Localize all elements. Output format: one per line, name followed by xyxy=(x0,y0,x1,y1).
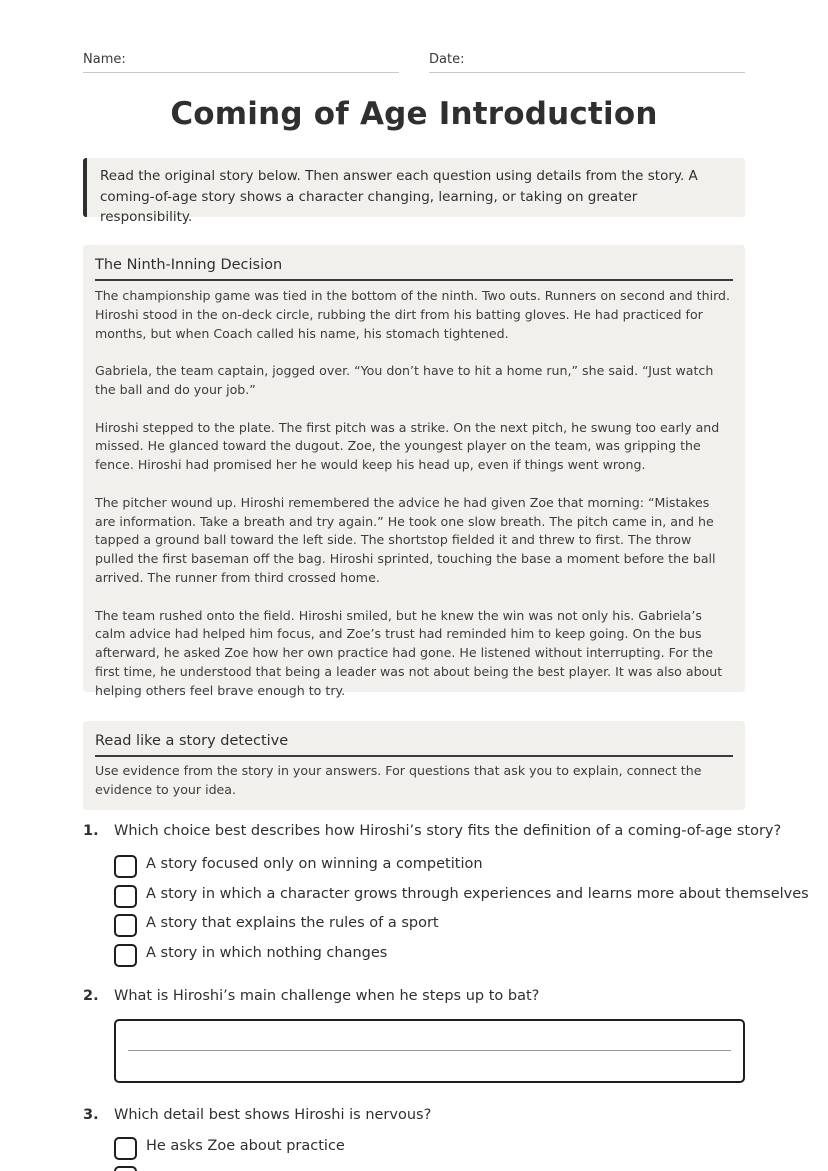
option-label: He asks Zoe about practice xyxy=(146,1138,345,1154)
name-label: Name: xyxy=(83,52,126,67)
detective-panel xyxy=(83,721,745,810)
writing-line xyxy=(128,1050,731,1051)
story-title: The Ninth-Inning Decision xyxy=(95,245,733,281)
name-field[interactable] xyxy=(83,52,399,73)
story-panel xyxy=(83,245,745,698)
question-2-answer-box[interactable] xyxy=(114,1019,745,1083)
checkbox[interactable] xyxy=(114,944,137,967)
story-paragraph: The pitcher wound up. Hiroshi remembered the advice he had given Zoe that morning: “Mistakes are information. Take a breath and try again.” He took one slow breath. The pitch came in, and he tapped a ground ball toward the left side. The shortstop fielded it and threw to first. The throw pulled the first baseman off the bag. Hiroshi sprinted, touching the base a moment before the ball arrived. The runner from third crossed home. xyxy=(95,494,716,585)
date-field[interactable] xyxy=(429,52,745,73)
story-body xyxy=(95,281,733,701)
option-label: A story in which nothing changes xyxy=(146,945,388,961)
option-label: A story focused only on winning a competition xyxy=(146,856,483,872)
story-paragraph: The championship game was tied in the bottom of the ninth. Two outs. Runners on second and third. Hiroshi stood in the on-deck circle, rubbing the dirt from his batting gloves. He had practiced for months, but when Coach called his name, his stomach tightened. xyxy=(95,288,731,341)
page-title: Coming of Age Introduction xyxy=(170,96,658,132)
date-label: Date: xyxy=(429,52,465,67)
question-number: 2. xyxy=(83,988,99,1004)
story-paragraph: The team rushed onto the field. Hiroshi smiled, but he knew the win was not only his. Gabriela’s calm advice had helped him focus, and Zoe’s trust had reminded him to keep going. On the bus afterward, he asked Zoe how her own practice had gone. He listened without interrupting. For the first time, he understood that being a leader was not about being the best player. It was also about helping others feel brave enough to try. xyxy=(95,607,723,698)
checkbox[interactable] xyxy=(114,914,137,937)
checkbox[interactable] xyxy=(114,1137,137,1160)
detective-title: Read like a story detective xyxy=(95,721,733,757)
detective-instructions: Use evidence from the story in your answers. For questions that ask you to explain, connect the evidence to your idea. xyxy=(95,763,702,797)
checkbox[interactable] xyxy=(114,1166,137,1171)
question-text: Which detail best shows Hiroshi is nervous? xyxy=(114,1107,432,1123)
story-paragraph: Hiroshi stepped to the plate. The first pitch was a strike. On the next pitch, he swung too early and missed. He glanced toward the dugout. Zoe, the youngest player on the team, was gripping the fence. Hiroshi had promised her he would keep his head up, even if things went wrong. xyxy=(95,419,720,473)
story-paragraph: Gabriela, the team captain, jogged over. “You don’t have to hit a home run,” she said. “Just watch the ball and do your job.” xyxy=(95,363,714,397)
question-text: What is Hiroshi’s main challenge when he steps up to bat? xyxy=(114,988,540,1004)
intro-callout: Read the original story below. Then answer each question using details from the story. A coming-of-age story shows a character changing, learning, or taking on greater responsibility. xyxy=(83,158,745,217)
option-label: A story that explains the rules of a sport xyxy=(146,915,439,931)
question-text: Which choice best describes how Hiroshi’s story fits the definition of a coming-of-age story? xyxy=(114,823,782,839)
checkbox[interactable] xyxy=(114,885,137,908)
question-number: 1. xyxy=(83,823,99,839)
question-number: 3. xyxy=(83,1107,99,1123)
checkbox[interactable] xyxy=(114,855,137,878)
name-date-row xyxy=(83,52,745,74)
option-label: A story in which a character grows through experiences and learns more about themselves xyxy=(146,886,809,902)
